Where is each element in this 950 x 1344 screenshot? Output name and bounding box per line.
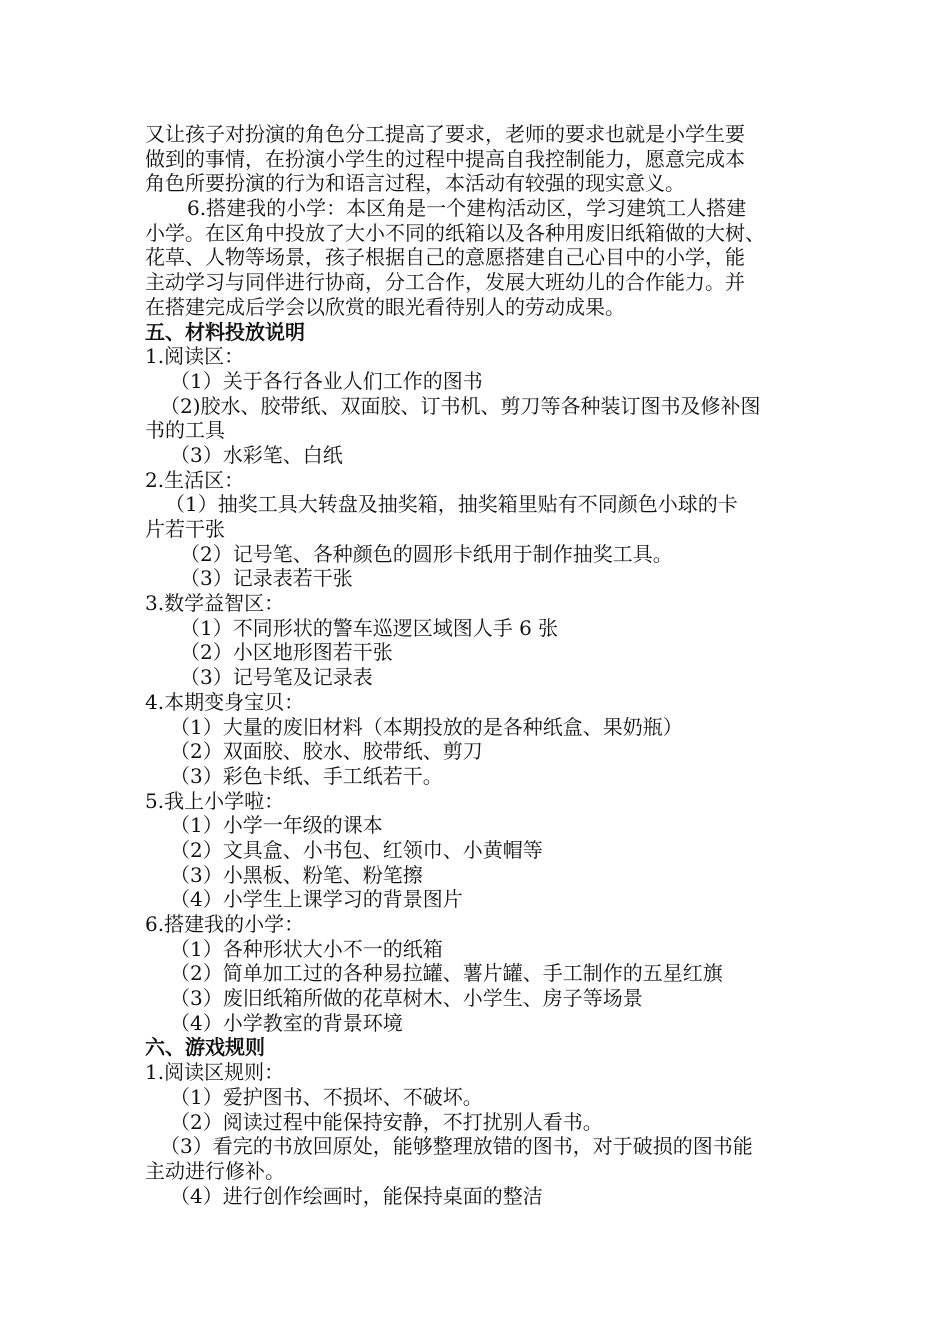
- list-item: （1）爱护图书、不损坏、不破坏。: [170, 1084, 483, 1109]
- list-item: （4）进行创作绘画时，能保持桌面的整洁: [170, 1183, 543, 1208]
- list-item: （3）废旧纸箱所做的花草树木、小学生、房子等场景: [170, 986, 643, 1011]
- list-item: （3）小黑板、粉笔、粉笔擦: [170, 862, 423, 887]
- list-item: （1）各种形状大小不一的纸箱: [170, 936, 443, 961]
- list-item: （2）小区地形图若干张: [180, 640, 393, 665]
- list-item-continuation: 书的工具: [145, 418, 225, 443]
- materials-transform-area: [145, 690, 820, 789]
- list-item: （1）不同形状的警车巡逻区域图人手 6 张: [180, 615, 559, 640]
- section-heading-rules: 六、游戏规则: [145, 1035, 265, 1060]
- list-item: （1）大量的废旧材料（本期投放的是各种纸盒、果奶瓶）: [170, 714, 683, 739]
- list-item: （3）记号笔及记录表: [180, 665, 373, 690]
- section-heading-materials: 五、材料投放说明: [145, 319, 305, 344]
- materials-life-area: [145, 468, 820, 591]
- subsection-title: 4.本期变身宝贝：: [145, 689, 305, 714]
- list-item: （3）记录表若干张: [180, 566, 353, 591]
- text-line: 又让孩子对扮演的角色分工提高了要求，老师的要求也就是小学生要: [145, 122, 745, 146]
- list-item: （3）水彩笔、白纸: [170, 442, 343, 467]
- subsection-title: 6.搭建我的小学：: [145, 912, 305, 936]
- list-item-continuation: 主动进行修补。: [145, 1158, 285, 1183]
- text-line: 主动学习与同伴进行协商，分工合作，发展大班幼儿的合作能力。并: [145, 270, 745, 295]
- list-item: （3）彩色卡纸、手工纸若干。: [170, 763, 443, 788]
- list-item: （3）看完的书放回原处，能够整理放错的图书，对于破损的图书能: [160, 1134, 753, 1159]
- list-item: （1）抽奖工具大转盘及抽奖箱，抽奖箱里贴有不同颜色小球的卡: [165, 492, 738, 517]
- materials-build-area: [145, 912, 820, 1035]
- subsection-title: 3.数学益智区：: [145, 591, 285, 616]
- list-item: （1）关于各行各业人们工作的图书: [170, 368, 483, 393]
- text-line: 角色所要扮演的行为和语言过程，本活动有较强的现实意义。: [145, 171, 685, 196]
- intro-paragraph: [145, 122, 820, 196]
- item6-paragraph: [145, 196, 820, 319]
- text-line: 在搭建完成后学会以欣赏的眼光看待别人的劳动成果。: [145, 294, 625, 319]
- list-item: （1）小学一年级的课本: [170, 813, 383, 838]
- subsection-title: 2.生活区：: [145, 467, 245, 492]
- list-item: （2）文具盒、小书包、红领巾、小黄帽等: [170, 837, 543, 862]
- list-item: （4）小学生上课学习的背景图片: [170, 887, 463, 912]
- text-line: 做到的事情，在扮演小学生的过程中提高自我控制能力，愿意完成本: [145, 146, 745, 171]
- list-item: （4）小学教室的背景环境: [170, 1010, 403, 1035]
- text-line: 花草、人物等场景，孩子根据自己的意愿搭建自己心目中的小学，能: [145, 245, 745, 270]
- list-item: （2）简单加工过的各种易拉罐、薯片罐、手工制作的五星红旗: [170, 961, 723, 986]
- list-item: （2）记号笔、各种颜色的圆形卡纸用于制作抽奖工具。: [180, 541, 673, 566]
- subsection-title: 1.阅读区规则：: [145, 1060, 285, 1085]
- list-item: （2）双面胶、胶水、胶带纸、剪刀: [170, 739, 483, 764]
- subsection-title: 1.阅读区：: [145, 344, 245, 369]
- subsection-title: 5.我上小学啦：: [145, 788, 285, 813]
- materials-school-area: [145, 789, 820, 912]
- list-item: （2)胶水、胶带纸、双面胶、订书机、剪刀等各种装订图书及修补图: [160, 393, 761, 418]
- materials-reading-area: [145, 344, 820, 467]
- list-item-continuation: 片若干张: [145, 517, 225, 541]
- rules-reading-area: [145, 1060, 820, 1208]
- text-line: 6.搭建我的小学：本区角是一个建构活动区，学习建筑工人搭建: [187, 196, 747, 221]
- document-page: [145, 122, 820, 1208]
- materials-math-area: [145, 591, 820, 690]
- text-line: 小学。在区角中投放了大小不同的纸箱以及各种用废旧纸箱做的大树、: [145, 220, 765, 245]
- list-item: （2）阅读过程中能保持安静，不打扰别人看书。: [170, 1109, 603, 1134]
